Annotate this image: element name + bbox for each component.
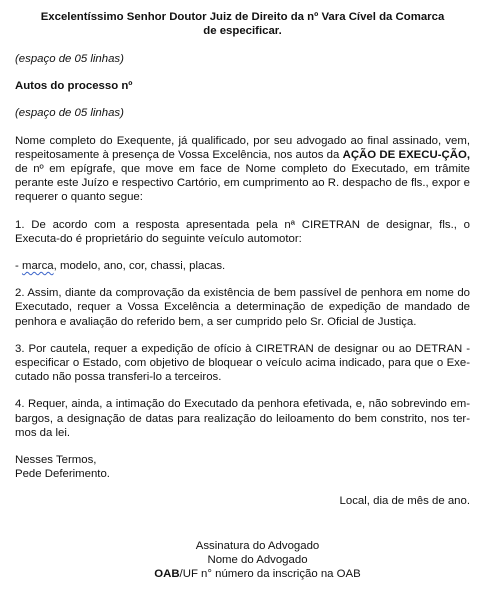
case-number-label: Autos do processo nº — [15, 80, 133, 93]
vehicle-details: , modelo, ano, cor, chassi, placas. — [53, 260, 226, 273]
item-4-paragraph: 4. Requer, ainda, a intimação do Executado da penhora efetivada, e, não sobrevindo em-bargos, a designação de datas para realização do leiloamento do bem constrito, nos ter-mos da lei. — [15, 398, 470, 439]
place-date: Local, dia de mês de ano. — [339, 495, 470, 508]
item-2-paragraph: 2. Assim, diante da comprovação da existência de bem passível de penhora em nome do Executado, requer a Vossa Excelência a determinação de expedição de mandado de penhora e avaliação do referido bem, a ser cumprido pelo Sr. Oficial de Justiça. — [15, 287, 470, 328]
oab-label: OAB — [154, 567, 180, 580]
closing-block — [15, 453, 470, 481]
intro-text-2: de nº em epígrafe, que move em face de Nome completo do Executado, em trâmite perante este Juízo e respectivo Cartório, em cumprimento ao R. despacho de fls., expor e requerer o quanto segue: — [15, 163, 470, 204]
oab-number: /UF n° número da inscrição na OAB — [179, 567, 361, 580]
item-1-paragraph: 1. De acordo com a resposta apresentada pela nª CIRETRAN de designar, fls., o Executa-do é proprietário do seguinte veículo automotor: — [15, 218, 470, 245]
header-line-1: Excelentíssimo Senhor Doutor Juiz de Direito da nº Vara Cível da Comarca — [40, 11, 445, 23]
lawyer-name: Nome do Advogado — [207, 553, 308, 566]
vehicle-description — [15, 259, 470, 273]
header-line-2: de especificar. — [203, 25, 282, 37]
closing-line-1: Nesses Termos, — [15, 454, 97, 467]
signature-line: Assinatura do Advogado — [195, 539, 320, 552]
vehicle-brand: marca — [21, 260, 54, 273]
document-header — [15, 10, 470, 38]
oab-line — [45, 567, 470, 581]
intro-text-1: Nome completo do Exequente, já qualificado, por seu advogado ao final assinado, vem, respeitosamente à presença de Vossa Excelência, nos autos da — [15, 134, 470, 161]
item-3-paragraph: 3. Por cautela, requer a expedição de ofício à CIRETRAN de designar ou ao DETRAN - especificar o Estado, com objetivo de bloquear o veículo acima indicado, para que o Exe-cutado não possa transferi-lo a terceiros. — [15, 342, 470, 384]
action-name: AÇÃO DE EXECU-ÇÃO, — [342, 148, 470, 161]
closing-line-2: Pede Deferimento. — [15, 468, 110, 481]
vehicle-prefix: - — [15, 260, 22, 273]
signature-block — [15, 539, 470, 581]
intro-paragraph — [15, 134, 470, 205]
spacer-note-1: (espaço de 05 linhas) — [15, 53, 124, 65]
spacer-note-2: (espaço de 05 linhas) — [15, 107, 124, 120]
